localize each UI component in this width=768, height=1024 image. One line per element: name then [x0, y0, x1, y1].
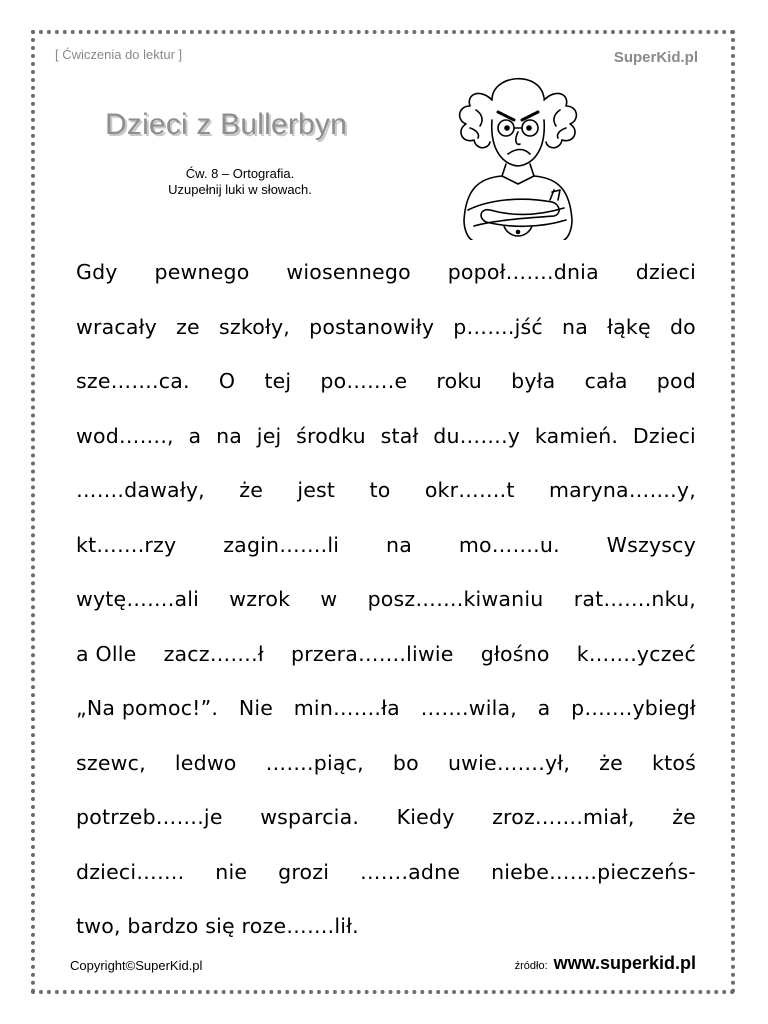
text-line: [76, 354, 696, 409]
text-word: …….adne: [360, 859, 461, 884]
text-word: w: [320, 587, 338, 611]
brand-label: SuperKid.pl: [613, 49, 698, 66]
text-word: dzieci…….: [76, 859, 185, 884]
text-line: [76, 681, 696, 736]
text-word: tej: [264, 369, 292, 393]
text-word: Kiedy: [396, 805, 455, 829]
text-line: [76, 463, 696, 518]
text-word: „Na pomoc!”.: [76, 696, 219, 720]
text-word: …….piąc,: [265, 750, 364, 775]
text-word: zacz…….ł: [163, 641, 264, 666]
text-word: a Olle: [76, 641, 137, 666]
text-word: O: [218, 369, 236, 393]
text-word: …….wila,: [420, 696, 517, 720]
text-word: środku: [296, 423, 366, 448]
text-word: na: [386, 532, 412, 557]
text-word: grozi: [278, 859, 330, 884]
text-word: postanowiły: [309, 314, 435, 339]
text-word: uwie…….ył,: [447, 750, 571, 775]
text-word: wytę…….ali: [76, 587, 200, 611]
text-word: na: [562, 314, 588, 339]
text-word: po…….e: [320, 369, 408, 393]
text-word: cała: [584, 369, 628, 393]
text-word: popoł…….dnia: [447, 260, 599, 284]
text-word: posz…….kiwaniu: [367, 587, 544, 611]
text-word: potrzeb…….je: [76, 805, 223, 829]
text-word: zagin…….li: [223, 532, 340, 557]
text-word: mo…….u.: [458, 532, 560, 557]
text-word: wod…….,: [76, 423, 174, 448]
text-word: szkoły,: [219, 314, 291, 339]
text-word: p…….ybiegł: [571, 696, 696, 720]
text-word: okr…….t: [424, 478, 515, 502]
text-line: [76, 409, 696, 464]
text-word: du…….y: [433, 423, 521, 448]
text-word: k…….yczeć: [576, 641, 696, 666]
text-word: do: [669, 314, 696, 339]
text-word: sze…….ca.: [76, 369, 190, 393]
text-word: maryna…….y,: [548, 478, 696, 502]
copyright-notice: Copyright©SuperKid.pl: [70, 958, 203, 973]
text-word: wzrok: [229, 587, 291, 611]
text-word: ze: [176, 314, 200, 339]
text-line: [76, 572, 696, 627]
text-word: bo: [392, 750, 419, 775]
text-word: two, bardzo się roze…….lił.: [76, 914, 359, 938]
text-word: była: [511, 369, 556, 393]
text-word: …….dawały,: [76, 478, 205, 502]
text-word: zroz…….miał,: [492, 805, 635, 829]
text-word: Wszyscy: [606, 532, 696, 557]
text-word: kt…….rzy: [76, 532, 177, 557]
text-line: [76, 518, 696, 573]
text-word: przera…….liwie: [291, 641, 454, 666]
text-line: [76, 300, 696, 355]
text-word: niebe…….pieczeńs-: [491, 859, 696, 884]
page-title: Dzieci z Bullerbyn: [105, 108, 348, 141]
exercise-instructions: [120, 166, 360, 198]
text-line: [76, 245, 696, 300]
text-word: jej: [256, 423, 282, 448]
angry-old-man-illustration: [440, 60, 592, 240]
text-word: p…….jść: [453, 314, 543, 339]
text-word: Dzieci: [632, 423, 696, 448]
text-word: wracały: [76, 314, 157, 339]
category-label: [ Ćwiczenia do lektur ]: [55, 47, 183, 62]
text-word: kamień.: [534, 423, 619, 448]
text-word: wiosennego: [286, 260, 411, 284]
exercise-task: Uzupełnij luki w słowach.: [168, 182, 312, 197]
text-word: rat…….nku,: [573, 587, 696, 611]
text-line: [76, 845, 696, 900]
text-word: Gdy: [76, 260, 118, 284]
text-word: ledwo: [174, 750, 237, 775]
text-word: pod: [656, 369, 696, 393]
text-line: [76, 899, 696, 954]
exercise-number: Ćw. 8 – Ortografia.: [185, 166, 295, 181]
text-line: [76, 736, 696, 791]
text-word: jest: [297, 478, 336, 502]
text-word: pewnego: [154, 260, 250, 284]
text-word: min…….ła: [293, 696, 400, 720]
text-word: że: [672, 805, 696, 829]
text-word: łąkę: [607, 314, 651, 339]
text-line: [76, 627, 696, 682]
source-label: źródło:: [514, 960, 548, 972]
text-word: wsparcia.: [260, 805, 360, 829]
text-word: na: [216, 423, 243, 448]
text-word: Nie: [238, 696, 274, 720]
text-line: [76, 790, 696, 845]
text-word: ktoś: [652, 750, 696, 775]
source-url[interactable]: www.superkid.pl: [553, 953, 696, 973]
text-word: to: [369, 478, 391, 502]
text-word: nie: [215, 859, 248, 884]
text-word: że: [599, 750, 623, 775]
source-credit: [515, 953, 696, 974]
exercise-text: [76, 245, 696, 954]
text-word: że: [239, 478, 264, 502]
text-word: roku: [436, 369, 482, 393]
text-word: głośno: [480, 641, 550, 666]
text-word: stał: [380, 423, 419, 448]
text-word: szewc,: [76, 750, 146, 775]
text-word: dzieci: [635, 260, 696, 284]
text-word: a: [188, 423, 202, 448]
text-word: a: [537, 696, 551, 720]
